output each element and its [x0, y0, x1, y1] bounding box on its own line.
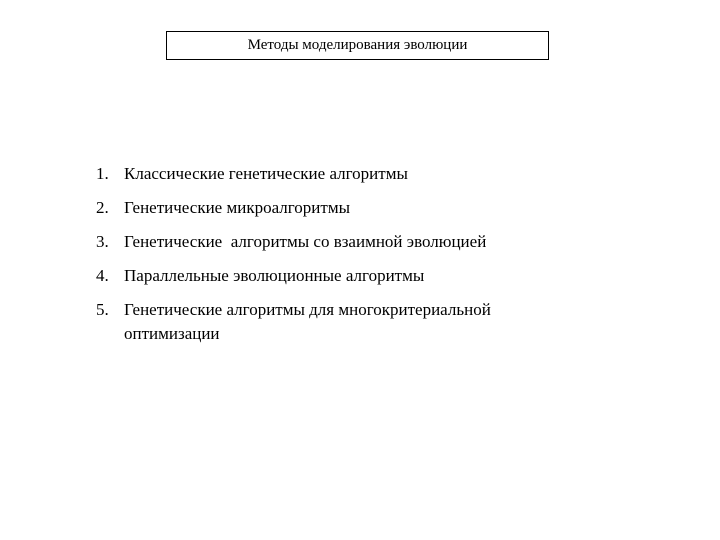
list-item-label: Генетические микроалгоритмы	[124, 198, 351, 217]
list-item-number: 4.	[96, 266, 109, 285]
list-item-number: 5.	[96, 300, 109, 319]
list-item-number: 3.	[96, 232, 109, 251]
list-item-label: Классические генетические алгоритмы	[124, 164, 408, 183]
list-item-label: Параллельные эволюционные алгоритмы	[124, 266, 425, 285]
methods-list	[96, 162, 616, 356]
list-item	[96, 162, 616, 186]
list-item-number: 1.	[96, 164, 109, 183]
list-item-label: Генетические алгоритмы со взаимной эволюцией	[124, 232, 487, 251]
list-item	[96, 196, 616, 220]
list-item	[96, 264, 616, 288]
list-item	[96, 230, 616, 254]
list-item-label: Генетические алгоритмы для многокритериальной оптимизации	[124, 300, 491, 343]
list-item	[96, 298, 616, 346]
list-item-number: 2.	[96, 198, 109, 217]
page-title: Методы моделирования эволюции	[166, 31, 549, 60]
